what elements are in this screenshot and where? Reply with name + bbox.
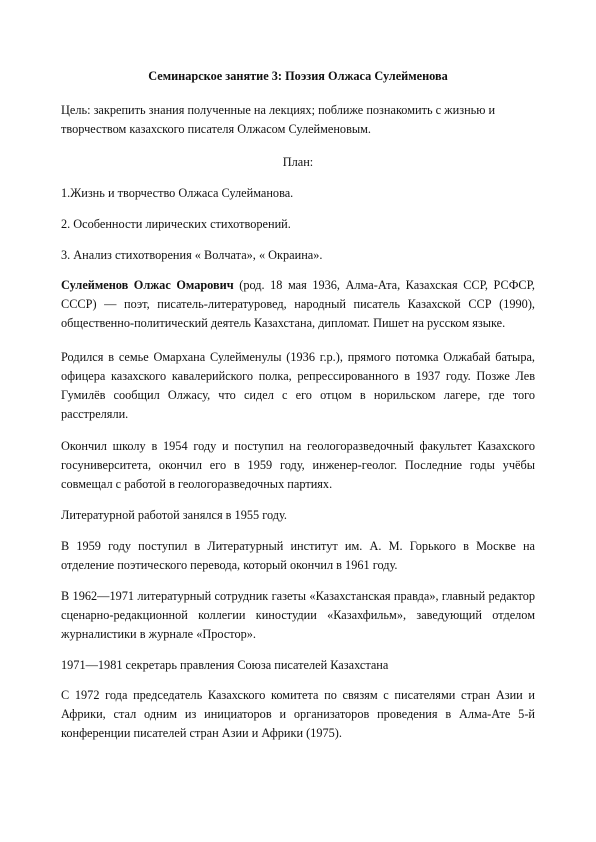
- plan-item-3: 3. Анализ стихотворения « Волчата», « Окраина».: [61, 248, 323, 262]
- plan-heading: План:: [282, 155, 314, 169]
- bio-paragraph-4: В 1959 году поступил в Литературный институт им. А. М. Горького в Москве на отделение поэтического перевода, который окончил в 1961 году.: [61, 539, 535, 572]
- bio-paragraph-2: Окончил школу в 1954 году и поступил на геологоразведочный факультет Казахского госуниверситета, окончил его в 1959 году, инженер-геолог. Последние годы учёбы совмещал с работой в геологоразведочных партиях.: [61, 439, 535, 491]
- bio-paragraph-1: Родился в семье Омархана Сулейменулы (1936 г.р.), прямого потомка Олжабай батыра, офицера казахского кавалерийского полка, репрессированного в 1937 году. Позже Лев Гумилёв сообщил Олжасу, что сидел с его отцом в норильском лагере, где того расстреляли.: [61, 350, 535, 421]
- bio-intro-text: (род. 18 мая 1936, Алма-Ата, Казахская ССР, РСФСР, СССР) — поэт, писатель-литературовед, народный писатель Казахской ССР (1990), общественно-политический деятель Казахстана, дипломат. Пишет на русском языке.: [61, 278, 535, 330]
- bio-paragraph-3: Литературной работой занялся в 1955 году.: [61, 508, 288, 522]
- plan-item-2: 2. Особенности лирических стихотворений.: [61, 217, 291, 231]
- bio-paragraph-7: С 1972 года председатель Казахского комитета по связям с писателями стран Азии и Африки, стал одним из инициаторов и организаторов проведения в Алма-Ате 5-й конференции писателей стран Азии и Африки (1975).: [61, 688, 535, 740]
- plan-item-1: 1.Жизнь и творчество Олжаса Сулейманова.: [61, 186, 294, 200]
- bio-intro-paragraph: [61, 276, 535, 333]
- bio-paragraph-6: 1971—1981 секретарь правления Союза писателей Казахстана: [61, 658, 389, 672]
- goal-line-1: Цель: закрепить знания полученные на лекциях; поближе познакомить с жизнью и: [61, 103, 496, 117]
- page-title: Семинарское занятие 3: Поэзия Олжаса Сулейменова: [148, 69, 448, 83]
- bio-paragraph-5: В 1962—1971 литературный сотрудник газеты «Казахстанская правда», главный редактор сценарно-редакционной коллегии киностудии «Казахфильм», заведующий отделом журналистики в журнале «Простор».: [61, 589, 535, 641]
- author-name: Сулейменов Олжас Омарович: [61, 278, 234, 292]
- goal-line-2: творчеством казахского писателя Олжасом Сулейменовым.: [61, 122, 372, 136]
